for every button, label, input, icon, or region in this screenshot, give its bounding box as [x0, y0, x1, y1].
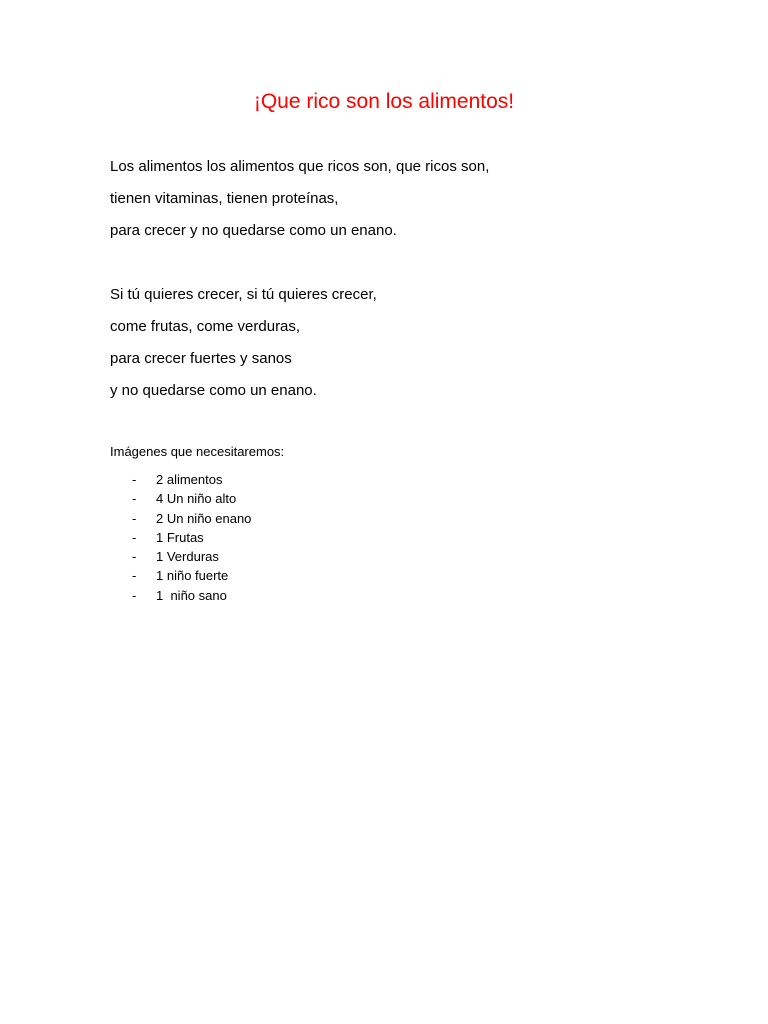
- list-item: [0, 509, 400, 528]
- poem: [110, 151, 670, 439]
- list-item-text: 1 niño sano: [156, 587, 227, 603]
- list-item: [0, 528, 400, 547]
- poem-line: para crecer y no quedarse como un enano.: [110, 222, 397, 239]
- list-dash: -: [132, 549, 137, 565]
- poem-line: para crecer fuertes y sanos: [110, 350, 292, 367]
- list-item: [0, 489, 400, 508]
- list-dash: -: [132, 491, 137, 507]
- list-item-text: 4 Un niño alto: [156, 491, 237, 507]
- poem-line: Si tú quieres crecer, si tú quieres crecer,: [110, 286, 377, 303]
- list-item: [0, 547, 400, 566]
- list-dash: -: [132, 529, 137, 545]
- list-item-text: 2 alimentos: [156, 472, 223, 487]
- list-item: [0, 586, 400, 605]
- poem-line: come frutas, come verduras,: [110, 318, 301, 335]
- list-dash: -: [132, 510, 137, 526]
- images-list: [0, 470, 400, 605]
- list-dash: -: [132, 587, 137, 603]
- list-dash: -: [132, 568, 137, 584]
- list-item-text: 1 Verduras: [156, 549, 219, 565]
- poem-line: y no quedarse como un enano.: [110, 382, 317, 399]
- page-title: ¡Que rico son los alimentos!: [253, 90, 515, 113]
- poem-line: Los alimentos los alimentos que ricos son, que ricos son,: [110, 158, 490, 175]
- list-item-text: 2 Un niño enano: [156, 510, 252, 526]
- list-item-text: 1 Frutas: [156, 529, 204, 545]
- poem-line: tienen vitaminas, tienen proteínas,: [110, 190, 339, 207]
- stanza-1: [110, 151, 670, 247]
- list-item-text: 1 niño fuerte: [156, 568, 229, 584]
- stanza-2: [110, 279, 670, 407]
- list-dash: -: [132, 472, 137, 487]
- images-heading: Imágenes que necesitaremos:: [110, 444, 285, 459]
- list-item: [0, 470, 400, 489]
- list-item: [0, 566, 400, 585]
